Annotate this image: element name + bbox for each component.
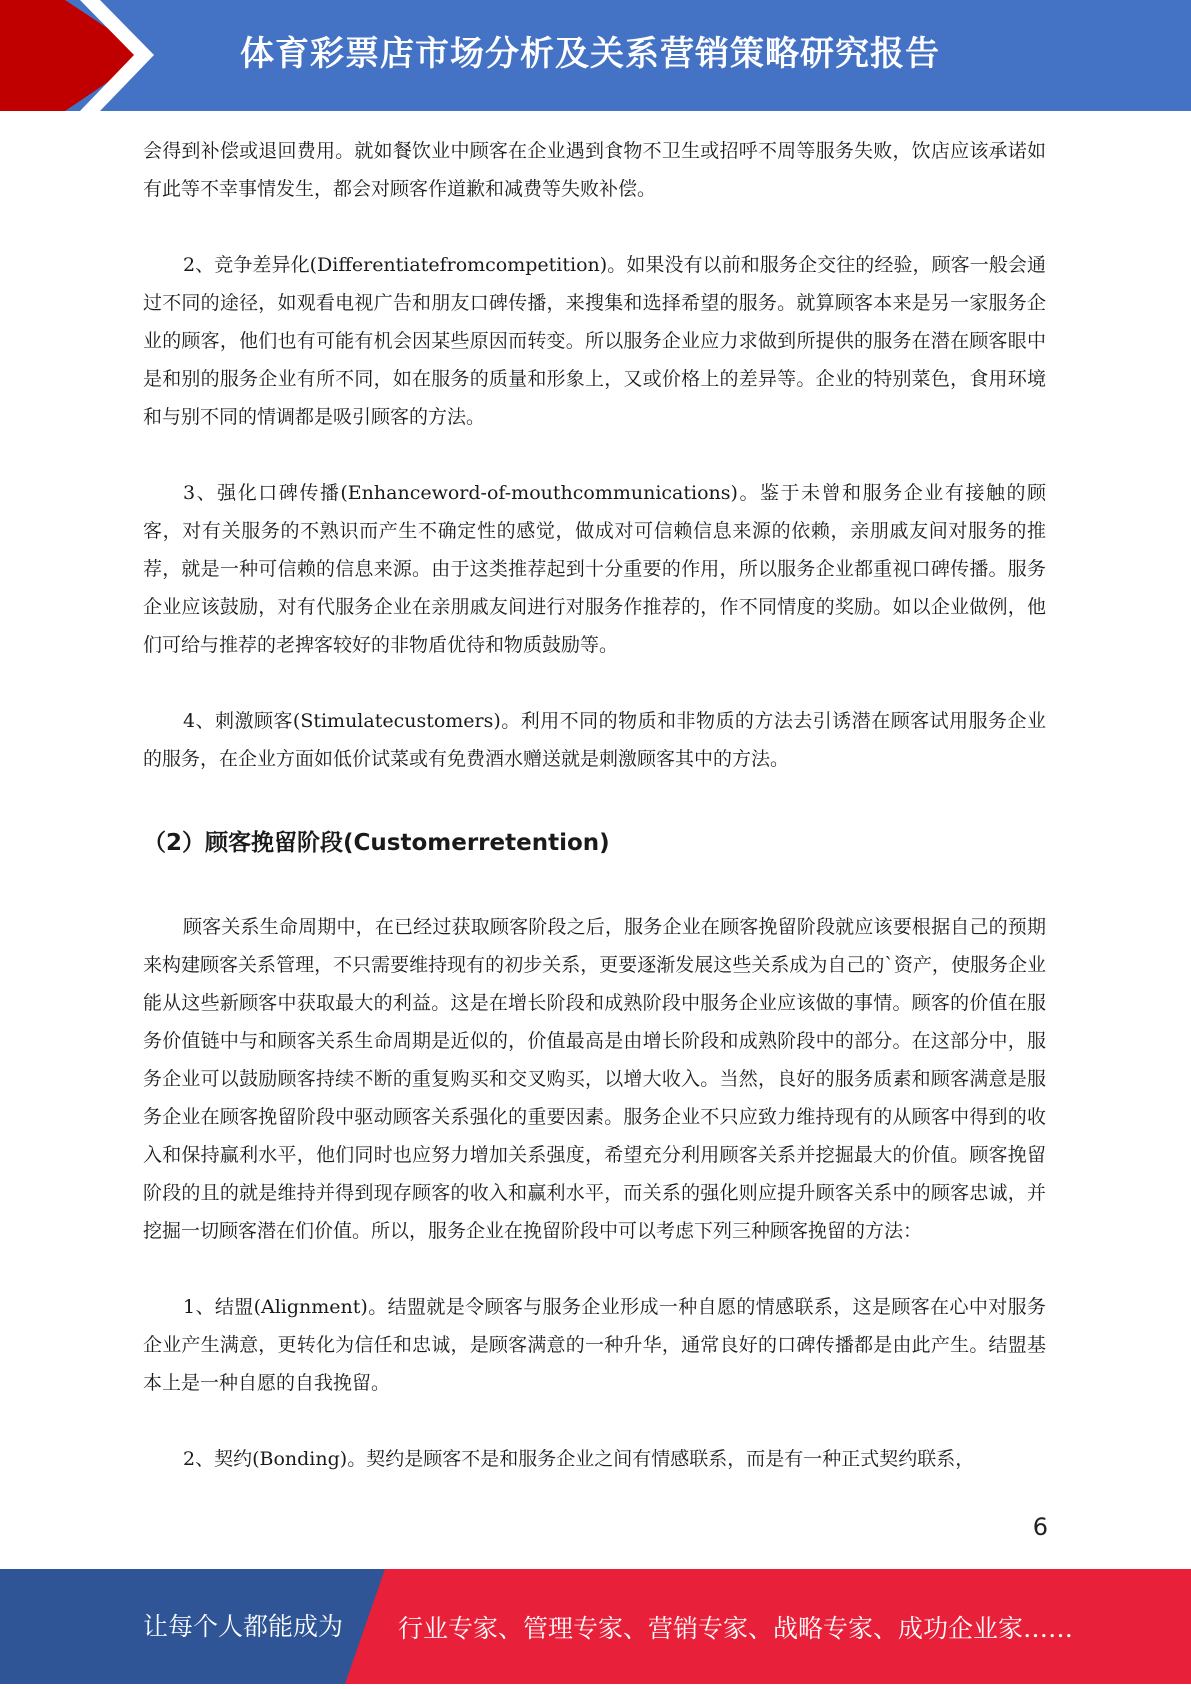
paragraph-alignment: 1、结盟(Alignment)。结盟就是令顾客与服务企业形成一种自愿的情感联系，这是顾客在心中对服务企业产生满意，更转化为信任和忠诚，是顾客满意的一种升华，通常良好的口碑传播都是由此产生。结盟基本上是一种自愿的自我挽留。 bbox=[143, 1296, 1046, 1394]
paragraph-continuation: 会得到补偿或退回费用。就如餐饮业中顾客在企业遇到食物不卫生或招呼不周等服务失败，饮店应该承诺如有此等不幸事情发生，都会对顾客作道歉和减费等失败补偿。 bbox=[143, 140, 1046, 200]
paragraph-stimulate-customers: 4、刺激顾客(Stimulatecustomers)。利用不同的物质和非物质的方法去引诱潜在顾客试用服务企业的服务，在企业方面如低价试菜或有免费酒水赠送就是刺激顾客其中的方法。 bbox=[143, 710, 1046, 770]
page-footer bbox=[0, 1569, 1191, 1684]
paragraph-word-of-mouth: 3、强化口碑传播(Enhanceword-of-mouthcommunications)。鉴于未曾和服务企业有接触的顾客，对有关服务的不熟识而产生不确定性的感觉，做成对可信赖信息来源的依赖，亲朋戚友间对服务的推荐，就是一种可信赖的信息来源。由于这类推荐起到十分重要的作用，所以服务企业都重视口碑传播。服务企业应该鼓励，对有代服务企业在亲朋戚友间进行对服务作推荐的，作不同情度的奖励。如以企业做例，他们可给与推荐的老捭客较好的非物盾优待和物质鼓励等。 bbox=[143, 482, 1046, 656]
header-red-arrow bbox=[0, 0, 148, 111]
paragraph-retention-intro: 顾客关系生命周期中，在已经过获取顾客阶段之后，服务企业在顾客挽留阶段就应该要根据自己的预期来构建顾客关系管理，不只需要维持现有的初步关系，更要逐渐发展这些关系成为自己的`资产，使服务企业能从这些新顾客中获取最大的利益。这是在增长阶段和成熟阶段中服务企业应该做的事情。顾客的价值在服务价值链中与和顾客关系生命周期是近似的，价值最高是由增长阶段和成熟阶段中的部分。在这部分中，服务企业可以鼓励顾客持续不断的重复购买和交叉购买，以增大收入。当然，良好的服务质素和顾客满意是服务企业在顾客挽留阶段中驱动顾客关系强化的重要因素。服务企业不只应致力维持现有的从顾客中得到的收入和保持赢利水平，他们同时也应努力增加关系强度，希望充分利用顾客关系并挖掘最大的价值。顾客挽留阶段的且的就是维持并得到现存顾客的收入和赢利水平，而关系的强化则应提升顾客关系中的顾客忠诚，并挖掘一切顾客潜在们价值。所以，服务企业在挽留阶段中可以考虑下列三种顾客挽留的方法： bbox=[143, 916, 1046, 1242]
document-body bbox=[143, 132, 1046, 1516]
footer-slogan-right: 行业专家、管理专家、营销专家、战略专家、成功企业家…… bbox=[398, 1614, 1074, 1643]
section-heading-customer-retention: （2）顾客挽留阶段(Customerretention) bbox=[143, 830, 610, 856]
paragraph-bonding: 2、契约(Bonding)。契约是顾客不是和服务企业之间有情感联系，而是有一种正式契约联系， bbox=[183, 1448, 975, 1470]
footer-slogan-left: 让每个人都能成为 bbox=[143, 1612, 344, 1641]
page-number: 6 bbox=[1032, 1513, 1048, 1541]
header-title: 体育彩票店市场分析及关系营销策略研究报告 bbox=[240, 34, 940, 74]
paragraph-differentiation: 2、竞争差异化(Differentiatefromcompetition)。如果没有以前和服务企交往的经验，顾客一般会通过不同的途径，如观看电视广告和朋友口碑传播，来搜集和选择希望的服务。就算顾客本来是另一家服务企业的顾客，他们也有可能有机会因某些原因而转变。所以服务企业应力求做到所提供的服务在潜在顾客眼中是和别的服务企业有所不同，如在服务的质量和形象上，又或价格上的差异等。企业的特别菜色，食用环境和与别不同的情调都是吸引顾客的方法。 bbox=[143, 254, 1046, 428]
page-header bbox=[0, 0, 1191, 111]
